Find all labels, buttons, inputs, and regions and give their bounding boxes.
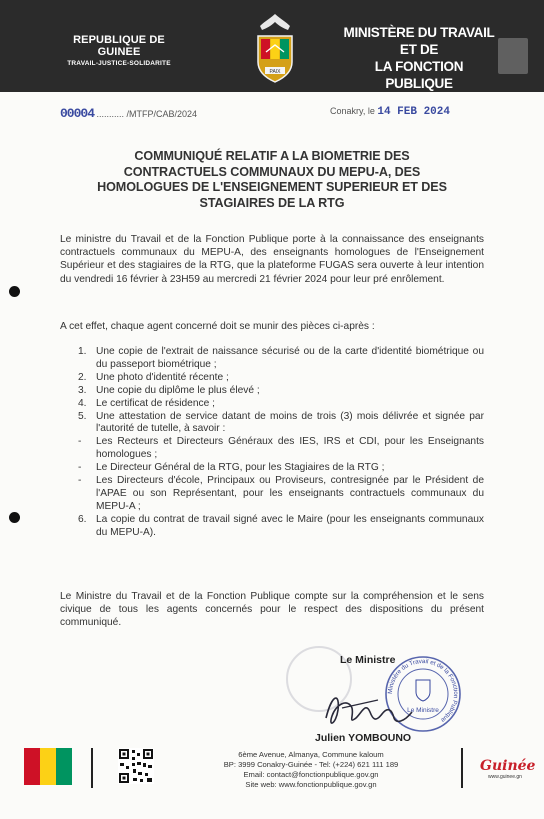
guinee-brand-logo [480,758,536,780]
svg-text:Le Ministre: Le Ministre [407,707,439,714]
republic-name: REPUBLIQUE DE GUINEE [73,34,165,58]
footer-phone: BP: 3999 Conakry-Guinée - Tel: (+224) 621 111 189 [223,760,399,769]
photo-placeholder [498,38,528,74]
binder-hole [9,512,20,523]
footer-address: 6ème Avenue, Almanya, Commune kaloum [238,750,384,759]
letterhead-band [0,0,544,92]
logo-url: www.guinee.gn [488,774,522,780]
requirements-intro: A cet effet, chaque agent concerné doit se munir des pièces ci-après : [60,321,375,332]
list-item: 3. Une copie du diplôme le plus élevé ; [78,384,260,396]
handwritten-signature [318,688,428,732]
footer-divider [91,748,93,788]
reference-number [60,106,197,121]
date-stamp: 14 FEB 2024 [377,106,450,118]
list-item: 1. Une copie de l'extrait de naissance sécurisé ou de la carte d'identité biométrique ou du passeport biométrique ; [78,346,484,370]
list-item: 2. Une photo d'identité récente ; [78,371,229,383]
intro-paragraph: Le ministre du Travail et de la Fonction Publique porte à la connaissance des enseignants contractuels communaux du MEPU-A, des enseignants homologues de l'Enseignement Supérieur et des stagiaires de la RTG, que la plateforme FUGAS sera ouverte à leur intention du vendredi 16 février à 23H59 au mercredi 21 février 2024 pour leur pré enrôlement. [60,234,484,285]
ministry-line-1: MINISTÈRE DU TRAVAIL ET DE [343,25,495,57]
list-item: 4. Le certificat de résidence ; [78,397,215,409]
footer-email: Email: contact@fonctionpublique.gov.gn [243,770,379,779]
communique-title: COMMUNIQUÉ RELATIF A LA BIOMETRIE DES CONTRACTUELS COMMUNAUX DU MEPU-A, DES HOMOLOGUES DE L'ENSEIGNEMENT SUPERIEUR ET DES STAGIAIRES DE LA RTG [97,149,447,210]
flag-yellow-band [40,748,56,785]
issue-date [330,106,450,118]
reference-suffix: /MTFP/CAB/2024 [126,109,198,119]
list-item: 6. La copie du contrat de travail signé avec le Maire (pour les enseignants communaux du MEPU-A). [78,513,484,538]
issue-place: Conakry, le [330,106,375,116]
svg-text:Ministère du Travail et de la: Ministère du Travail et de la Fonction Publique [386,657,460,724]
list-sub-item: - Les Recteurs et Directeurs Généraux des IES, IRS et CDI, pour les Enseignants homologues ; [78,436,484,461]
list-sub-item: - Les Directeurs d'école, Principaux ou Proviseurs, contresignée par le Président de l'APAE ou son Représentant, pour les enseignants contractuels communaux du MEPU-A ; [78,475,484,512]
footer-website: Site web: www.fonctionpublique.gov.gn [245,780,377,789]
signatory-name: Julien YOMBOUNO [315,732,412,744]
list-item: 5. Une attestation de service datant de moins de trois (3) mois délivrée et signée par l'autorité de tutelle, à savoir : [78,410,484,435]
closing-paragraph: Le Ministre du Travail et de la Fonction Publique compte sur la compréhension et le sens civique de tous les agents concernés pour le respect des dispositions du présent communiqué. [60,591,484,629]
svg-text:PAIX: PAIX [269,69,281,75]
signatory-role: Le Ministre [340,654,396,666]
ministry-line-2: LA FONCTION PUBLIQUE [374,59,464,91]
flag-red-band [24,748,40,785]
ministry-name [340,24,498,92]
list-sub-item: - Le Directeur Général de la RTG, pour les Stagiaires de la RTG ; [78,462,385,474]
flag-green-band [56,748,72,785]
footer-divider [461,748,463,788]
qr-code-icon [118,748,154,784]
reference-stamp: 00004 [60,106,95,121]
footer-contact [186,750,436,790]
logo-wordmark: Guinée [480,758,536,774]
republic-block [52,34,186,67]
reference-dots: ........... [94,109,127,119]
required-documents-list [78,346,484,540]
guinea-coat-of-arms-icon [250,12,300,84]
binder-hole [9,286,20,297]
guinea-flag-icon [24,748,72,785]
national-motto: TRAVAIL-JUSTICE-SOLIDARITE [67,60,171,67]
